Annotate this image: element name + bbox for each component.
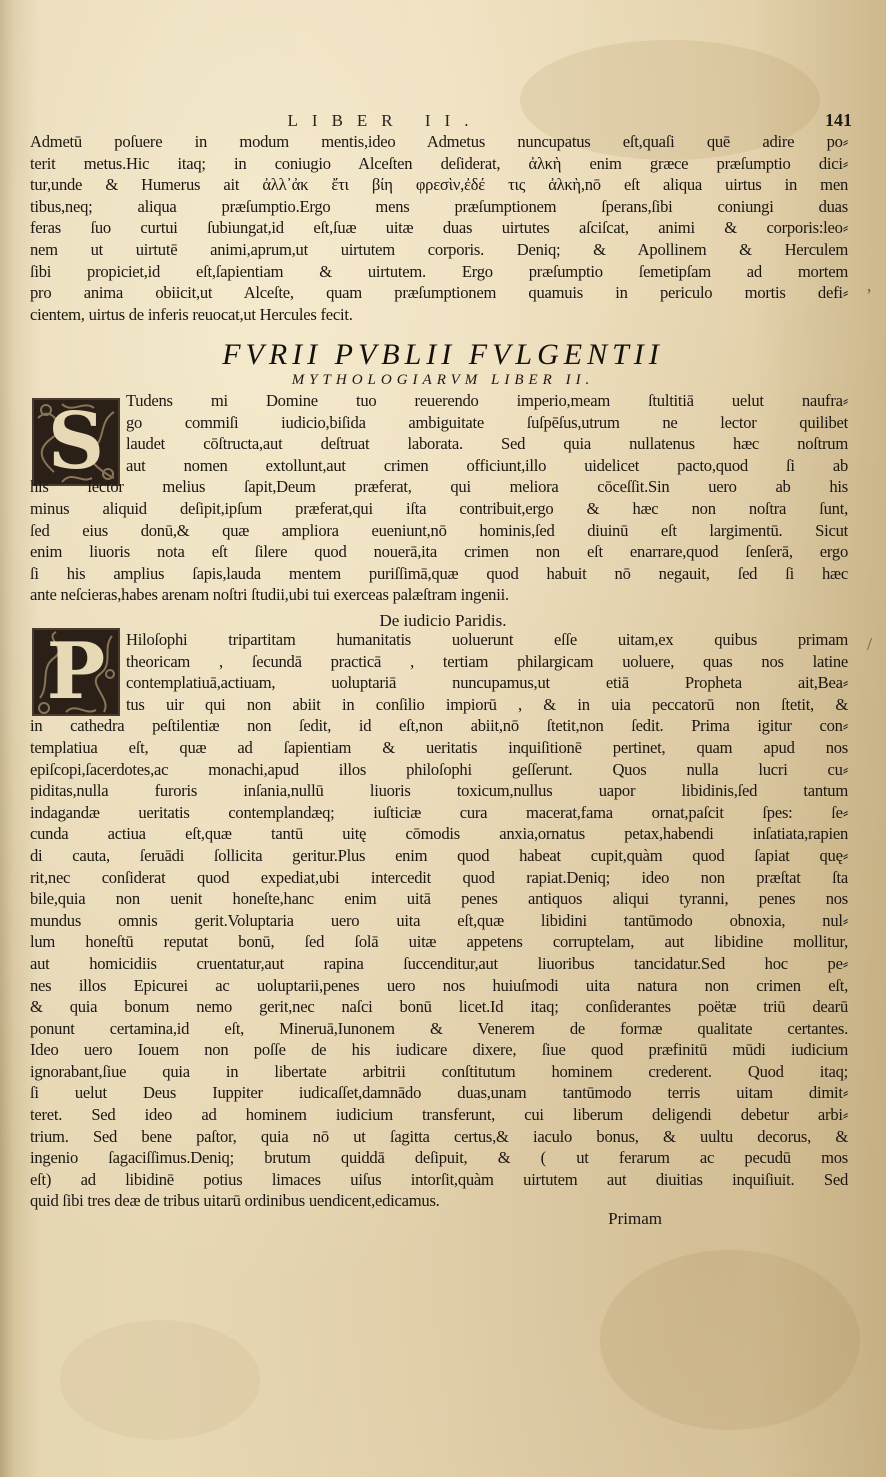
text-line: his lector melius ſapit,Deum præferat, qui meliora cōceſſit.Sin uero ab his: [30, 477, 848, 497]
text-line: tibus,neq; aliqua præſumptio.Ergo mens præſumptionem ſperans,ſibi coniungi duas: [30, 196, 848, 216]
paper-stain: [600, 1250, 860, 1430]
text-line: nes illos Epicurei ac uoluptarii,penes uero nos huiuſmodi uita natura non crimen eſt,: [30, 975, 848, 995]
initial-letter: P: [46, 628, 106, 716]
text-line: mundus omnis gerit.Voluptaria uero uita eſt,quæ libidini tantūmodo obnoxia, nul⸗: [30, 910, 848, 930]
text-line: ingenio ſagaciſſimus.Deniq; brutum quiddā deſipuit, & ( ut ferarum ac pecudū mos: [30, 1148, 848, 1168]
text-line: feras ſuo curtui ſubiungat,id eſt,ſuæ uitæ duas uirtutes aſciſcat, animi & corporis:leo⸗: [30, 218, 848, 238]
text-line: laudet cōſtructa,aut deſtruat laborata. Sed quia nullatenus hæc noſtrum: [126, 434, 848, 454]
text-line: theoricam , ſecundā practicā , tertiam philargicam uoluere, quas nos latine: [126, 651, 848, 671]
text-line: teret. Sed ideo ad hominem iudicium transferunt, cui liberum deligendi debetur arbi⸗: [30, 1105, 848, 1125]
text-line: ſi his amplius ſapis,lauda mentem puriſſimā,quæ quod habuit nō negauit, ſed ſi hæc: [30, 563, 848, 583]
text-line: contemplatiuā,actiuam, uoluptariā nuncupamus,ut etiā Propheta ait,Bea⸗: [126, 673, 848, 693]
text-line: eſt) ad libidinē potius limaces uiſus intorſit,quàm uirtutem aut diuitias inquiſiuit. Sed: [30, 1169, 848, 1189]
text-line: quid ſibi tres deæ de tribus uitarū ordinibus uendicent,edicamus.: [30, 1191, 440, 1211]
margin-mark: ʼ: [866, 285, 872, 305]
text-line: cunda actiua eſt,quæ tantū uitę cōmodis anxia,ornatus petax,habendi inſatiata,rapien: [30, 824, 848, 844]
text-line: in cathedra peſtilentiæ non ſedit, id eſt,non abiit,nō ſtetit,non ſedit. Prima igitur con⸗: [30, 716, 848, 736]
text-line: di cauta, ſeruādi ſollicita geritur.Plus enim quod habeat cupit,quàm quod ſapiat quę⸗: [30, 845, 848, 865]
paper-stain: [60, 1320, 260, 1440]
text-line: ponunt certamina,id eſt, Mineruā,Iunonem & Venerem de formæ qualitate certantes.: [30, 1018, 848, 1038]
text-line: bile,quia non uenit honeſte,hanc enim uitā penes antiquos aliqui tyranni, penes nos: [30, 889, 848, 909]
text-line: piditas,nulla furoris inſania,nullū liuoris toxicum,nullus uapor libidinis,ſed tantum: [30, 781, 848, 801]
text-line: terit metus.Hic itaq; in coniugio Alceſten deſiderat, ἀλκὴ enim græce præſumptio dici⸗: [30, 153, 848, 173]
paris-paragraph: [30, 629, 848, 1212]
text-line: tus uir qui non abiit in conſilio impiorū , & in uia peccatorū non ſtetit, &: [126, 694, 848, 714]
text-line: pro anima obiicit,ut Alceſte, quam præſumptionem quamuis in periculo mortis defi⸗: [30, 283, 848, 303]
initial-letter: S: [47, 398, 105, 486]
text-line: & quia bonum nemo gerit,nec naſci bonū licet.Id itaq; conſiderantes poëtæ triū dearū: [30, 997, 848, 1017]
text-line: go commiſi iudicio,biſida ambiguitate ſuſpēſus,utrum ne lector quilibet: [126, 412, 848, 432]
text-line: Ideo uero Iouem non poſſe de his iudicare dixere, ſiue quod præfinitū mūdi iudicium: [30, 1040, 848, 1060]
text-line: trium. Sed bene paſtor, quia nō ut ſagitta certus,& iaculo bonus, & uultu decorus, &: [30, 1126, 848, 1146]
text-line: ignorabant,ſiue quia in libertate arbitrii conſtitutum hominem crederent. Quod itaq;: [30, 1061, 848, 1081]
text-line: aut homicidiis cruentatur,aut rapina ſuccenditur,aut liuoribus tancidatur.Sed hoc pe⸗: [30, 953, 848, 973]
text-line: ſi uelut Deus Iuppiter iudicaſſet,damnādo duas,unam tantūmodo terris uitam dimit⸗: [30, 1083, 848, 1103]
text-line: ſibi propiciet,id eſt,ſapientiam & uirtutem. Ergo præſumptio ſemetipſam ad mortem: [30, 261, 848, 281]
intro-paragraph: [30, 131, 848, 325]
text-line: nem ut uirtutē animi,aprum,ut uirtutem corporis. Deniq; & Apollinem & Herculem: [30, 239, 848, 259]
catchword: Primam: [608, 1209, 662, 1228]
book-title: FVRII PVBLII FVLGENTII: [222, 338, 664, 371]
text-line: lum honeſtū reputat bonū, ſed ſolā uitæ appetens corruptelam, aut libidine mollitur,: [30, 932, 848, 952]
running-head: LIBER II.: [287, 111, 483, 130]
text-line: rit,nec conſiderat quod expediat,ubi intercedit quod rapiat.Deniq; ideo non præſtat ſta: [30, 867, 848, 887]
text-line: cientem, uirtus de inferis reuocat,ut Hercules fecit.: [30, 304, 353, 324]
text-line: aut nomen extollunt,aut crimen officiunt,illo uidelicet pacto,quod ſi ab: [126, 455, 848, 475]
text-line: ſed eius donū,& quæ ampliora eueniunt,nō hominis,ſed diuinū eſt largimentū. Sicut: [30, 520, 848, 540]
text-line: Tudens mi Domine tuo reuerendo imperio,meam ſtultitiā uelut naufra⸗: [126, 391, 848, 410]
text-line: minus aliquid deſipit,ipſum præferat,qui iſta contribuit,ergo & hæc non noſtra ſunt,: [30, 498, 848, 518]
text-line: epiſcopi,ſacerdotes,ac monachi,apud illos philoſophi geſſerunt. Quos nulla lucri cu⸗: [30, 759, 848, 779]
text-line: Admetū poſuere in modum mentis,ideo Admetus nuncupatus eſt,quaſi quē adire po⸗: [30, 132, 848, 151]
section-heading: De iudicio Paridis.: [379, 611, 507, 630]
text-line: indagandæ ueritatis contemplandæq; iuſticiæ cura macerat,fama ornat,paſcit ſpes: ſe⸗: [30, 802, 848, 822]
text-line: templatiua eſt, quæ ad ſapientiam & ueritatis inquiſitionē pertinet, quam apud nos: [30, 737, 848, 757]
page-number: 141: [825, 110, 852, 130]
text-line: tur,unde & Humerus ait ἀλλ᾽ἀκ ἔτι βίη φρεσὶν,ἐδέ τις ἀλκὴ,nō eſt aliqua uirtus in men: [30, 175, 848, 195]
book-subtitle: MYTHOLOGIARVM LIBER II.: [291, 372, 595, 388]
text-line: ante neſcieras,habes arenam noſtri ſtudii,ubi tui exerceas palæſtram ingenii.: [30, 585, 509, 605]
text-line: enim liuoris nota eſt ſilere quod nouerā,ita crimen non eſt enarrare,quod ſenſerā, ergo: [30, 542, 848, 562]
preface-paragraph: [30, 390, 848, 606]
text-line: Hiloſophi tripartitam humanitatis uoluerunt eſſe uitam,ex quibus primam: [126, 630, 848, 649]
margin-mark: /: [866, 634, 872, 654]
